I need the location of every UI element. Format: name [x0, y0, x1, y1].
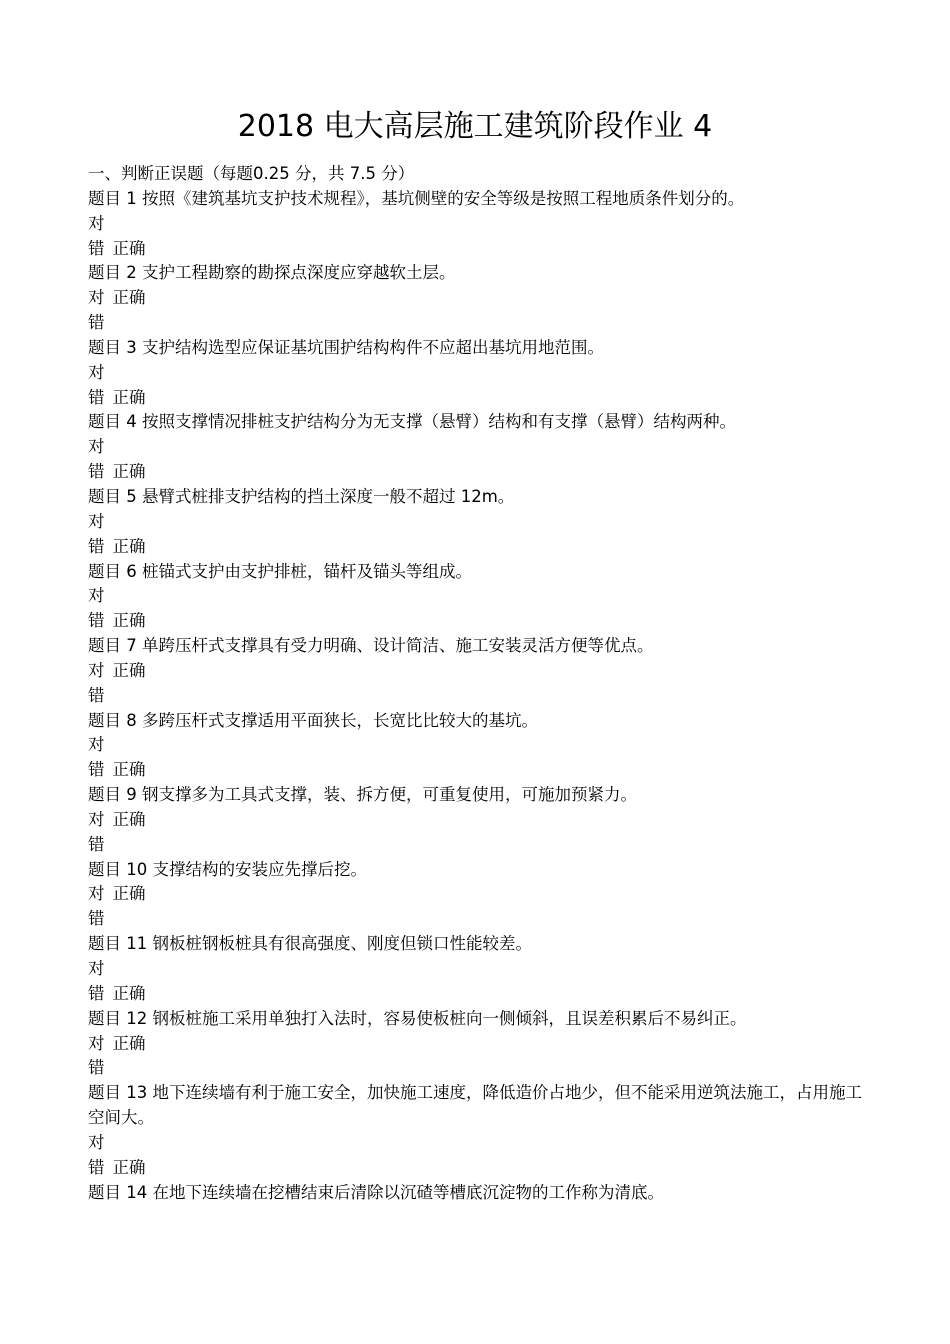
question-stem: 题目 14 在地下连续墙在挖槽结束后清除以沉碴等槽底沉淀物的工作称为清底。	[88, 1182, 664, 1202]
correct-mark: 正确	[112, 660, 146, 680]
option-false[interactable]	[88, 758, 878, 783]
option-true-label: 对	[88, 1033, 105, 1053]
option-true[interactable]	[88, 1032, 878, 1057]
question-stem: 题目 11 钢板桩钢板桩具有很高强度、刚度但锁口性能较差。	[88, 934, 532, 954]
option-true[interactable]	[88, 659, 878, 684]
correct-mark: 正确	[112, 288, 146, 308]
option-false[interactable]	[88, 684, 878, 709]
option-true-label: 对	[88, 884, 105, 904]
option-true[interactable]	[88, 361, 878, 386]
option-false[interactable]	[88, 237, 878, 262]
option-false[interactable]	[88, 535, 878, 560]
correct-mark: 正确	[112, 611, 146, 631]
correct-mark: 正确	[112, 983, 146, 1003]
option-true-label: 对	[88, 437, 105, 457]
option-true[interactable]	[88, 808, 878, 833]
question-item	[88, 261, 878, 336]
correct-mark: 正确	[112, 809, 146, 829]
option-false-label: 错	[88, 387, 105, 407]
option-true[interactable]	[88, 510, 878, 535]
option-true-label: 对	[88, 959, 105, 978]
option-true-label: 对	[88, 511, 105, 531]
option-false[interactable]	[88, 907, 878, 932]
option-true[interactable]	[88, 435, 878, 460]
correct-mark: 正确	[112, 760, 146, 780]
option-true-label: 对	[88, 660, 105, 680]
document-body	[88, 162, 878, 1205]
option-false[interactable]	[88, 386, 878, 411]
question-item	[88, 187, 878, 262]
option-true-label: 对	[88, 362, 105, 382]
option-true[interactable]	[88, 286, 878, 311]
option-false[interactable]	[88, 609, 878, 634]
option-true-label: 对	[88, 809, 105, 829]
question-item	[88, 1007, 878, 1082]
option-false-label: 错	[88, 313, 105, 333]
correct-mark: 正确	[112, 884, 146, 904]
question-stem: 题目 12 钢板桩施工采用单独打入法时，容易使板桩向一侧倾斜，且误差积累后不易纠正。	[88, 1008, 747, 1028]
question-stem: 题目 6 桩锚式支护由支护排桩，锚杆及锚头等组成。	[88, 561, 472, 581]
question-stem: 题目 3 支护结构选型应保证基坑围护结构构件不应超出基坑用地范围。	[88, 337, 604, 357]
question-stem: 题目 7 单跨压杆式支撑具有受力明确、设计简洁、施工安装灵活方便等优点。	[88, 636, 654, 656]
question-item	[88, 858, 878, 933]
question-stem: 题目 9 钢支撑多为工具式支撑，装、拆方便，可重复使用，可施加预紧力。	[88, 785, 637, 805]
option-false-label: 错	[88, 983, 105, 1003]
option-false[interactable]	[88, 833, 878, 858]
option-false-label: 错	[88, 462, 105, 482]
question-item	[88, 932, 878, 1007]
correct-mark: 正确	[112, 1033, 146, 1053]
question-item	[88, 1081, 878, 1180]
correct-mark: 正确	[112, 238, 146, 258]
question-stem: 题目 1 按照《建筑基坑支护技术规程》，基坑侧壁的安全等级是按照工程地质条件划分的。	[88, 188, 745, 208]
question-stem: 题目 2 支护工程勘察的勘探点深度应穿越软土层。	[88, 263, 456, 283]
option-true[interactable]	[88, 957, 878, 982]
option-false-label: 错	[88, 1157, 105, 1177]
option-true[interactable]	[88, 584, 878, 609]
question-item	[88, 709, 878, 784]
question-item	[88, 485, 878, 560]
correct-mark: 正确	[112, 536, 146, 556]
option-true[interactable]	[88, 1131, 878, 1156]
question-item	[88, 410, 878, 485]
option-false[interactable]	[88, 982, 878, 1007]
question-item	[88, 336, 878, 411]
document-title: 2018 电大高层施工建筑阶段作业 4	[237, 109, 713, 144]
section-heading: 一、判断正误题（每题0.25 分，共 7.5 分）	[88, 164, 415, 183]
option-false-label: 错	[88, 834, 105, 854]
correct-mark: 正确	[112, 387, 146, 407]
option-false-label: 错	[88, 760, 105, 780]
option-false[interactable]	[88, 311, 878, 336]
correct-mark: 正确	[112, 462, 146, 482]
option-true-label: 对	[88, 1132, 105, 1152]
question-stem: 题目 8 多跨压杆式支撑适用平面狭长，长宽比比较大的基坑。	[88, 710, 538, 730]
question-stem: 题目 10 支撑结构的安装应先撑后挖。	[88, 859, 367, 879]
option-false[interactable]	[88, 1156, 878, 1181]
option-false-label: 错	[88, 611, 105, 631]
option-true-label: 对	[88, 735, 105, 755]
option-false-label: 错	[88, 536, 105, 556]
option-true[interactable]	[88, 882, 878, 907]
question-item	[88, 634, 878, 709]
option-false-label: 错	[88, 909, 105, 929]
option-true[interactable]	[88, 212, 878, 237]
option-true-label: 对	[88, 288, 105, 308]
option-true[interactable]	[88, 733, 878, 758]
option-true-label: 对	[88, 213, 105, 233]
question-item	[88, 783, 878, 858]
option-false[interactable]	[88, 1056, 878, 1081]
option-false-label: 错	[88, 238, 105, 258]
correct-mark: 正确	[112, 1157, 146, 1177]
option-false-label: 错	[88, 1058, 105, 1078]
question-list	[88, 187, 878, 1206]
question-item	[88, 1181, 878, 1206]
question-stem: 题目 4 按照支撑情况排桩支护结构分为无支撑（悬臂）结构和有支撑（悬臂）结构两种。	[88, 412, 736, 432]
question-stem: 题目 5 悬臂式桩排支护结构的挡土深度一般不超过 12m。	[88, 486, 515, 506]
question-stem: 题目 13 地下连续墙有利于施工安全，加快施工速度，降低造价占地少，但不能采用逆筑法施工，占用施工空间大。	[88, 1083, 862, 1128]
question-item	[88, 560, 878, 635]
option-true-label: 对	[88, 586, 105, 606]
option-false-label: 错	[88, 685, 105, 705]
option-false[interactable]	[88, 460, 878, 485]
